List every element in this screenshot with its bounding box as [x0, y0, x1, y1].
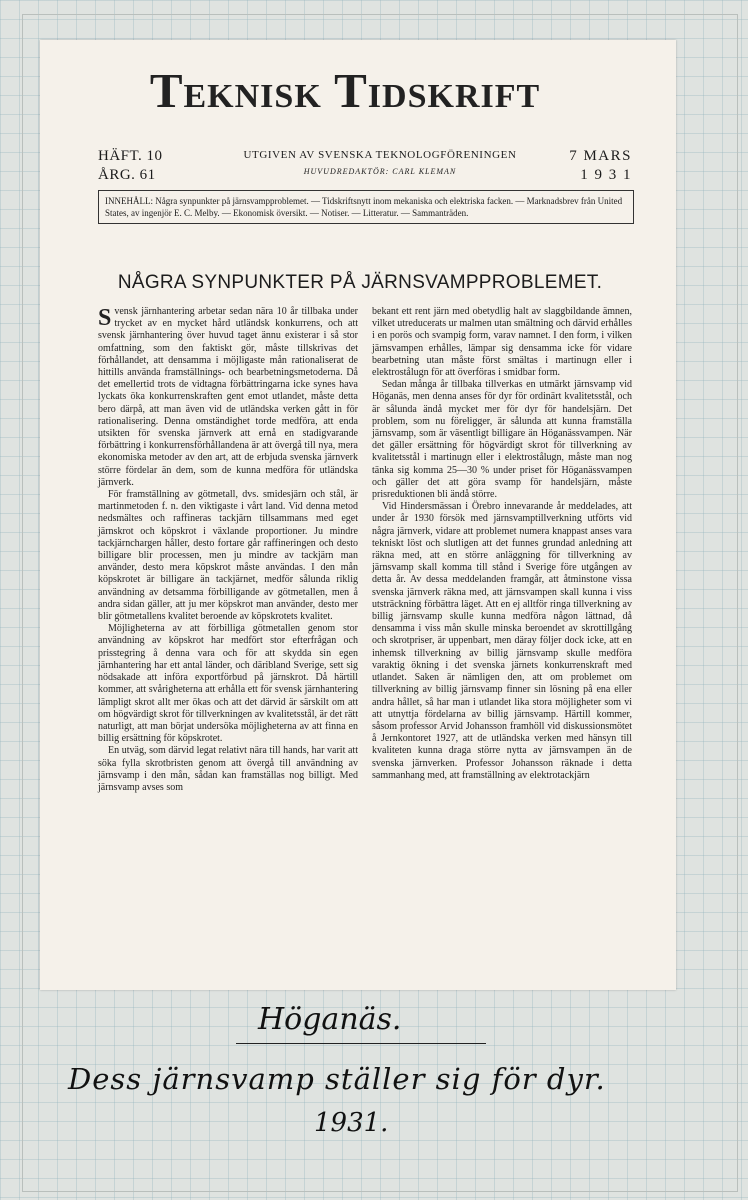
handwritten-title: Höganäs. — [258, 1002, 402, 1037]
issue-date-block — [569, 147, 632, 185]
issue-arg: ÅRG. 61 — [98, 167, 156, 183]
editor-line: HUVUDREDAKTÖR: CARL KLEMAN — [303, 167, 457, 176]
article-paragraph — [98, 306, 358, 489]
masthead-title: Teknisk Tidskrift — [149, 63, 541, 118]
issue-year: 1 9 3 1 — [580, 167, 632, 183]
issue-date: 7 MARS — [569, 148, 632, 164]
publisher-line: UTGIVEN AV SVENSKA TEKNOLOGFÖRENINGEN — [243, 149, 517, 161]
article-paragraph: För framställning av götmetall, dvs. smidesjärn och stål, är martinmetoden f. n. den viktigaste i vårt land. Vid denna metod nedsmältes och raffineras tackjärn tillsammans med eget järnskrot och köpskrot i växlande proportioner. Ju mindre tackjärnchargen håller, desto fortare går raffineringen och desto billigare blir processen, men ju mindre av tackjärn man använder, desto mera köpskrot måste användas. I den mån köpskrotet är billigare än tackjärnet, medför sålunda riklig användning av detsamma förbilligande av götmetallen, men å andra sidan gäller, att ju mer köpskrot man använder, desto mer blir götmetallens kvalitet beroende av köpskrotets kvalitet. — [98, 489, 358, 623]
contents-box: INNEHÅLL: Några synpunkter på järnsvampproblemet. — Tidskriftsnytt inom mekaniska och elektriska facken. — Marknadsbrev från United States, av ingenjör E. C. Melby. — Ekonomisk översikt. — Notiser. — Litteratur. — Sammanträden. — [98, 190, 634, 224]
article-paragraph: Möjligheterna av att förbilliga götmetallen genom stor användning av köpskrot har medfört stor efterfrågan och prisstegring å denna vara och för att skydda sin egen järnhantering har ett antal länder, och däribland Sverige, sett sig nödsakade att införa exportförbud på järnskrot. Då härtill kommer, att svårigheterna att erhålla ett för svensk järnhantering lämpligt skrot allt mer ökas och att det därvid är särskilt om att om högvärdigt skrot för tillverkningen av kvalitetsstål, är det rätt naturligt, att man börjat undersöka möjligheterna av att finna en billig ersättning för köpskrotet. — [98, 623, 358, 745]
article-paragraph: Vid Hindersmässan i Örebro innevarande år meddelades, att under år 1930 försök med järnsvamptillverkning utförts vid några järnverk, vidare att problemet numera knappast anses vara tekniskt löst och slutligen att det funnes grundad anledning att räkna med, att en större anläggning för tillverkning av järnsvamp skall komma till stånd i Sverige före utgången av detta år. Av dessa meddelanden framgår, att åtminstone vissa svenska järnverk räkna med, att järnsvampen skall kunna i viss utsträckning förbättra läget. Att en ej alltför ringa tillverkning av billig järnsvamp skulle kunna medföra någon lättnad, då densamma i viss mån skulle minska beroendet av skrottillgång och skrotpriser, är uppenbart, men däray följer dock icke, att en inhemsk tillverkning av billig järnsvamp skulle medföra varaktig ökning i det svenska järnets konkurrenskraft med utlandet. Saken är nämligen den, att om problemet om tillverkning av billig järnsvamp finner sin lösning på ena eller andra hållet, så har man i utlandet lika stora möjligheter som vi att utnyttja fördelarna av billig järnsvamp. Härtill kommer, såsom professor Arvid Johansson framhöll vid diskussionsmötet å Jernkontoret 1927, att de utländska verken med hänsyn till kvaliteten kunna draga större nytta av järnsvampen än de svenska järnverken. Professor Johansson räknade i detta sammanhang med, att framställning av elektrotackjärn — [372, 501, 632, 781]
article-column-left — [98, 306, 358, 794]
article-paragraph: bekant ett rent järn med obetydlig halt av slaggbildande ämnen, vilket utreducerats ur malmen utan smältning och därvid erhålles i en porös och svampig form, varav namnet. I den form, i vilken järnsvampen erhålles, lämpar sig densamma icke för vidare bearbetning utan måste först smältas i martinugn eller i elektrostålugn för att överföras i smidbar form. — [372, 306, 632, 379]
article-column-right — [372, 306, 632, 782]
publisher-block — [200, 149, 560, 176]
article-paragraph: Sedan många år tillbaka tillverkas en utmärkt järnsvamp vid Höganäs, men denna anses för dyr för ordinärt kvalitetsstål, och är sålunda ändå mycket mer för dyr för handelsjärn. Det problem, som nu föreligger, är sålunda att kunna framställa järnsvamp, som är väsentligt billigare än Höganässvampen. När det gäller ersättning för högvärdigt skrot för tillverkning av kvalitetsstål i martinugn eller i elektrostålugn, måste man nog tänka sig komma 25—30 % under priset för Höganässvampen och gäller det att göra svamp för handelsjärn, måste prisreduktionen bli ändå större. — [372, 379, 632, 501]
issue-haft: HÄFT. 10 — [98, 148, 163, 164]
issue-number-block — [98, 147, 163, 185]
drop-cap: S — [98, 305, 112, 331]
article-paragraph: En utväg, som därvid legat relativt nära till hands, har varit att söka fylla skrotbristen genom att övergå till användning av järnsvamp i den mån, sådan kan framställas nog billigt. Med järnsvamp avses som — [98, 745, 358, 793]
paragraph-text: vensk järnhantering arbetar sedan nära 10 år tillbaka under trycket av en mycket hård utländsk konkurrens, och att svensk järnhantering över huvud taget ännu existerar i så stor omfattning, som den faktiskt gör, måste tillskrivas det förhållandet, att densamma i möjligaste mån rationaliserat de hittills använda framställnings- och bearbetningsmetoderna. Då det emellertid trots de vidtagna förbättringarna icke synes hava lyckats öka konkurrenskraften gent emot utlandet, måste detta bero därpå, att man även vid de utländska verken gått in för rationalisering. Denna omständighet torde medföra, att enda utsikten för svenska järnverk att ernå en stadigvarande förbättring i konkurrensförhållandena är att övergå till nya, mera ekonomiska metoder av den art, att de erbjuda svenska järnverk större fördelar än dem, som de kunna medföra för utländska järnverk. — [98, 306, 358, 488]
handwritten-underline — [236, 1043, 486, 1044]
handwritten-caption: Dess järnsvamp ställer sig för dyr. — [68, 1062, 606, 1096]
handwritten-year: 1931. — [314, 1108, 389, 1138]
article-title: NÅGRA SYNPUNKTER PÅ JÄRNSVAMPPROBLEMET. — [117, 272, 603, 293]
